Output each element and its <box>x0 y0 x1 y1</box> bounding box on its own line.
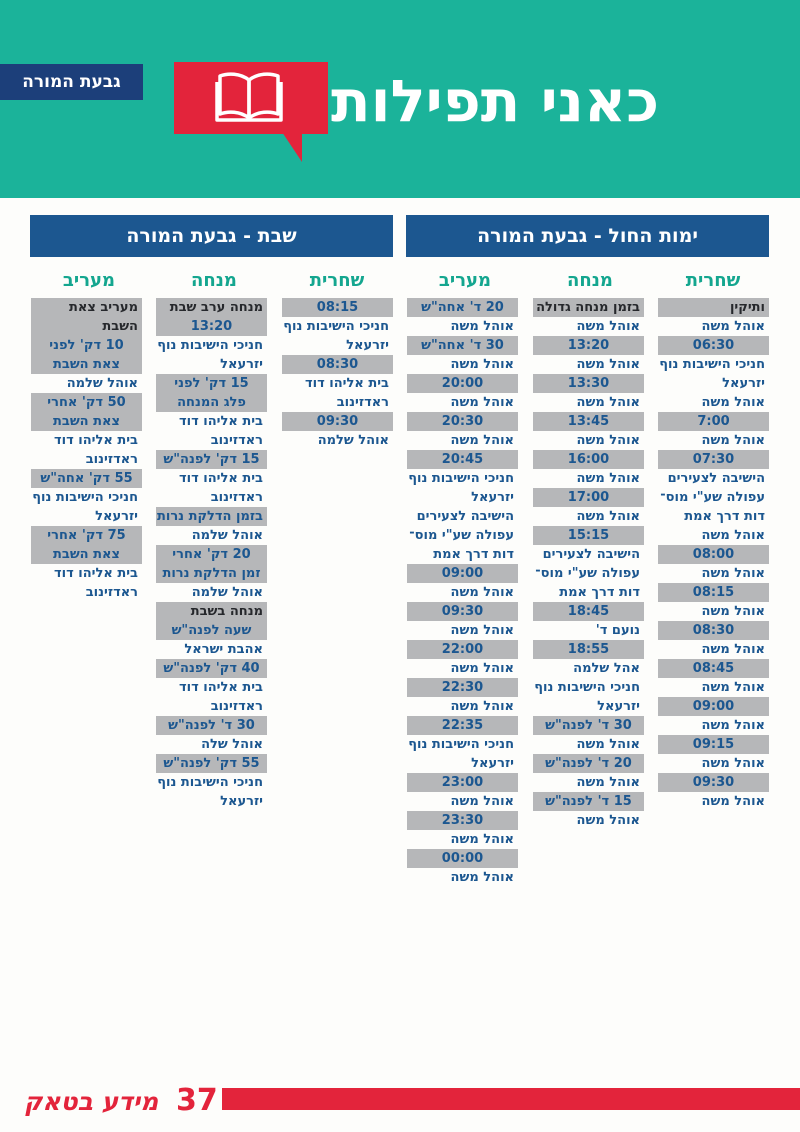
prayer-time: 30 ד' לפנה"ש <box>533 716 644 735</box>
brand-logo: מידע בטאק <box>24 1087 159 1116</box>
prayer-time: 16:00 <box>533 450 644 469</box>
synagogue-name: בית אליהו דוד <box>179 471 263 486</box>
prayer-label: מנחה בשבת <box>156 602 267 621</box>
prayer-label: השבת <box>31 317 142 336</box>
synagogue-name: חניכי הישיבות נוף <box>32 490 138 505</box>
weekdays-mincha-title: מנחה <box>567 270 613 291</box>
synagogue-name: חניכי הישיבות נוף <box>408 471 514 486</box>
prayer-time: 09:30 <box>407 602 518 621</box>
weekdays-shacharit-title: שחרית <box>685 270 741 291</box>
synagogue-name: אוהל משה <box>450 433 514 448</box>
prayer-time: 09:30 <box>658 773 769 792</box>
synagogue-name: חניכי הישיבות נוף <box>157 775 263 790</box>
synagogue-name: יזרעאל <box>220 357 263 372</box>
prayer-time: 50 דק' אחרי <box>31 393 142 412</box>
synagogue-name: אוהל משה <box>450 319 514 334</box>
weekdays-shacharit-column <box>658 298 769 811</box>
synagogue-name: אוהל משה <box>450 870 514 885</box>
prayer-time: 20:00 <box>407 374 518 393</box>
weekdays-mincha-column <box>533 298 644 830</box>
synagogue-name: ראדזינוב <box>210 699 263 714</box>
prayer-time: 08:30 <box>282 355 393 374</box>
prayer-time: 00:00 <box>407 849 518 868</box>
prayer-time: 09:15 <box>658 735 769 754</box>
synagogue-name: אוהל משה <box>576 813 640 828</box>
synagogue-name: אוהל משה <box>701 319 765 334</box>
synagogue-name: אוהל משה <box>576 775 640 790</box>
prayer-time: צאת השבת <box>31 545 142 564</box>
synagogue-name: יזרעאל <box>220 794 263 809</box>
synagogue-name: חניכי הישיבות נוף <box>157 338 263 353</box>
prayer-time: 09:00 <box>407 564 518 583</box>
synagogue-name: יזרעאל <box>722 376 765 391</box>
synagogue-name: נועם ד' <box>595 623 640 638</box>
prayer-time: פלג המנחה <box>156 393 267 412</box>
synagogue-name: ראדזינוב <box>85 452 138 467</box>
prayer-time: 30 ד' לפנה"ש <box>156 716 267 735</box>
synagogue-name: חניכי הישיבות נוף <box>659 357 765 372</box>
synagogue-name: אוהל משה <box>701 756 765 771</box>
synagogue-name: אוהל משה <box>450 794 514 809</box>
prayer-time: 18:55 <box>533 640 644 659</box>
synagogue-name: חניכי הישיבות נוף <box>283 319 389 334</box>
synagogue-name: יזרעאל <box>346 338 389 353</box>
synagogue-name: יזרעאל <box>471 756 514 771</box>
synagogue-name: ראדזינוב <box>210 490 263 505</box>
synagogue-name: דות דרך אמת <box>559 585 640 600</box>
synagogue-name: בית אליהו דוד <box>179 680 263 695</box>
shabbat-maariv-title: מעריב <box>62 270 116 291</box>
synagogue-name: חניכי הישיבות נוף <box>408 737 514 752</box>
prayer-time: צאת השבת <box>31 412 142 431</box>
prayer-time: 30 ד' אחה"ש <box>407 336 518 355</box>
prayer-time: 22:30 <box>407 678 518 697</box>
synagogue-name: עפולה שע"י מוס־ <box>409 528 514 543</box>
synagogue-name: אוהל משה <box>701 604 765 619</box>
prayer-time: 75 דק' אחרי <box>31 526 142 545</box>
synagogue-name: הישיבה לצעירים <box>416 509 514 524</box>
synagogue-name: אוהל משה <box>576 395 640 410</box>
prayer-time: 15 דק' לפני <box>156 374 267 393</box>
weekdays-section-title: ימות החול - גבעת המורה <box>406 215 769 257</box>
prayer-time: 40 דק' לפנה"ש <box>156 659 267 678</box>
synagogue-name: אוהל משה <box>701 395 765 410</box>
prayer-time: 15 דק' לפנה"ש <box>156 450 267 469</box>
prayer-label: בזמן מנחה גדולה <box>533 298 644 317</box>
synagogue-name: דות דרך אמת <box>433 547 514 562</box>
synagogue-name: אוהל משה <box>576 509 640 524</box>
prayer-time: שעה לפנה"ש <box>156 621 267 640</box>
shabbat-section-title: שבת - גבעת המורה <box>30 215 393 257</box>
prayer-label: מעריב צאת <box>31 298 142 317</box>
prayer-time: 23:00 <box>407 773 518 792</box>
page-title: כאני תפילות <box>330 67 660 135</box>
synagogue-name: אוהל שלמה <box>191 528 263 543</box>
synagogue-name: אהל שלמה <box>573 661 640 676</box>
prayer-time: 10 דק' לפני <box>31 336 142 355</box>
prayer-time: 55 דק' לפנה"ש <box>156 754 267 773</box>
prayer-time: זמן הדלקת נרות <box>156 564 267 583</box>
synagogue-name: אוהל משה <box>450 585 514 600</box>
synagogue-name: ראדזינוב <box>336 395 389 410</box>
synagogue-name: אוהל משה <box>576 357 640 372</box>
synagogue-name: חניכי הישיבות נוף <box>534 680 640 695</box>
synagogue-name: אוהל שלמה <box>66 376 138 391</box>
prayer-time: 18:45 <box>533 602 644 621</box>
synagogue-name: אוהל משה <box>576 319 640 334</box>
synagogue-name: ראדזינוב <box>210 433 263 448</box>
prayer-time: 20 דק' אחרי <box>156 545 267 564</box>
synagogue-name: יזרעאל <box>95 509 138 524</box>
prayer-label: מנחה ערב שבת <box>156 298 267 317</box>
synagogue-name: הישיבה לצעירים <box>542 547 640 562</box>
prayer-time: 09:30 <box>282 412 393 431</box>
synagogue-name: אוהל משה <box>450 623 514 638</box>
synagogue-name: ראדזינוב <box>85 585 138 600</box>
prayer-time: 23:30 <box>407 811 518 830</box>
prayer-time: 08:00 <box>658 545 769 564</box>
synagogue-name: אוהל משה <box>450 832 514 847</box>
prayer-time: 22:35 <box>407 716 518 735</box>
prayer-time: 13:45 <box>533 412 644 431</box>
synagogue-name: יזרעאל <box>471 490 514 505</box>
synagogue-name: אוהל משה <box>701 433 765 448</box>
synagogue-name: אוהל משה <box>450 661 514 676</box>
synagogue-name: אוהל משה <box>450 699 514 714</box>
prayer-time: 20:30 <box>407 412 518 431</box>
synagogue-name: אהבת ישראל <box>184 642 263 657</box>
prayer-time: 08:45 <box>658 659 769 678</box>
synagogue-name: בית אליהו דוד <box>305 376 389 391</box>
synagogue-name: אוהל שלמה <box>191 585 263 600</box>
open-book-icon <box>214 68 284 124</box>
weekdays-maariv-title: מעריב <box>438 270 492 291</box>
synagogue-name: דות דרך אמת <box>684 509 765 524</box>
prayer-time: 17:00 <box>533 488 644 507</box>
shabbat-mincha-column <box>156 298 267 811</box>
synagogue-name: אוהל משה <box>701 794 765 809</box>
prayer-time: 08:30 <box>658 621 769 640</box>
prayer-time: 15:15 <box>533 526 644 545</box>
synagogue-name: עפולה שע"י מוס־ <box>660 490 765 505</box>
prayer-time: 08:15 <box>282 298 393 317</box>
synagogue-name: אוהל שלמה <box>317 433 389 448</box>
prayer-time: 13:20 <box>156 317 267 336</box>
shabbat-mincha-title: מנחה <box>191 270 237 291</box>
synagogue-name: בית אליהו דוד <box>54 566 138 581</box>
prayer-time: 09:00 <box>658 697 769 716</box>
prayer-time: 15 ד' לפנה"ש <box>533 792 644 811</box>
shabbat-shacharit-column <box>282 298 393 450</box>
synagogue-name: אוהל משה <box>576 737 640 752</box>
prayer-time: 07:30 <box>658 450 769 469</box>
prayer-time: 13:30 <box>533 374 644 393</box>
prayer-time: 20 ד' לפנה"ש <box>533 754 644 773</box>
synagogue-name: בית אליהו דוד <box>54 433 138 448</box>
synagogue-name: אוהל משה <box>450 357 514 372</box>
synagogue-name: אוהל משה <box>701 642 765 657</box>
prayer-time: 20:45 <box>407 450 518 469</box>
synagogue-name: הישיבה לצעירים <box>667 471 765 486</box>
synagogue-name: אוהל משה <box>701 718 765 733</box>
synagogue-name: אוהל משה <box>576 433 640 448</box>
shabbat-shacharit-title: שחרית <box>309 270 365 291</box>
prayer-time: 7:00 <box>658 412 769 431</box>
prayer-time: 55 דק' אחה"ש <box>31 469 142 488</box>
weekdays-maariv-column <box>407 298 518 887</box>
synagogue-name: אוהל משה <box>576 471 640 486</box>
prayer-time: 13:20 <box>533 336 644 355</box>
page-number: 37 <box>176 1083 218 1118</box>
prayer-time: 08:15 <box>658 583 769 602</box>
prayer-time: 22:00 <box>407 640 518 659</box>
speech-bubble-tail <box>282 132 302 162</box>
area-tag: גבעת המורה <box>0 64 143 100</box>
synagogue-name: אוהל משה <box>450 395 514 410</box>
shabbat-maariv-column <box>31 298 142 602</box>
synagogue-name: אוהל שלה <box>201 737 263 752</box>
prayer-time: 06:30 <box>658 336 769 355</box>
prayer-time: בזמן הדלקת נרות <box>156 507 267 526</box>
synagogue-name: בית אליהו דוד <box>179 414 263 429</box>
prayer-time: צאת השבת <box>31 355 142 374</box>
prayer-label: ותיקין <box>658 298 769 317</box>
synagogue-name: אוהל משה <box>701 566 765 581</box>
synagogue-name: אוהל משה <box>701 680 765 695</box>
prayer-time: 20 ד' אחה"ש <box>407 298 518 317</box>
synagogue-name: יזרעאל <box>597 699 640 714</box>
synagogue-name: עפולה שע"י מוס־ <box>535 566 640 581</box>
synagogue-name: אוהל משה <box>701 528 765 543</box>
